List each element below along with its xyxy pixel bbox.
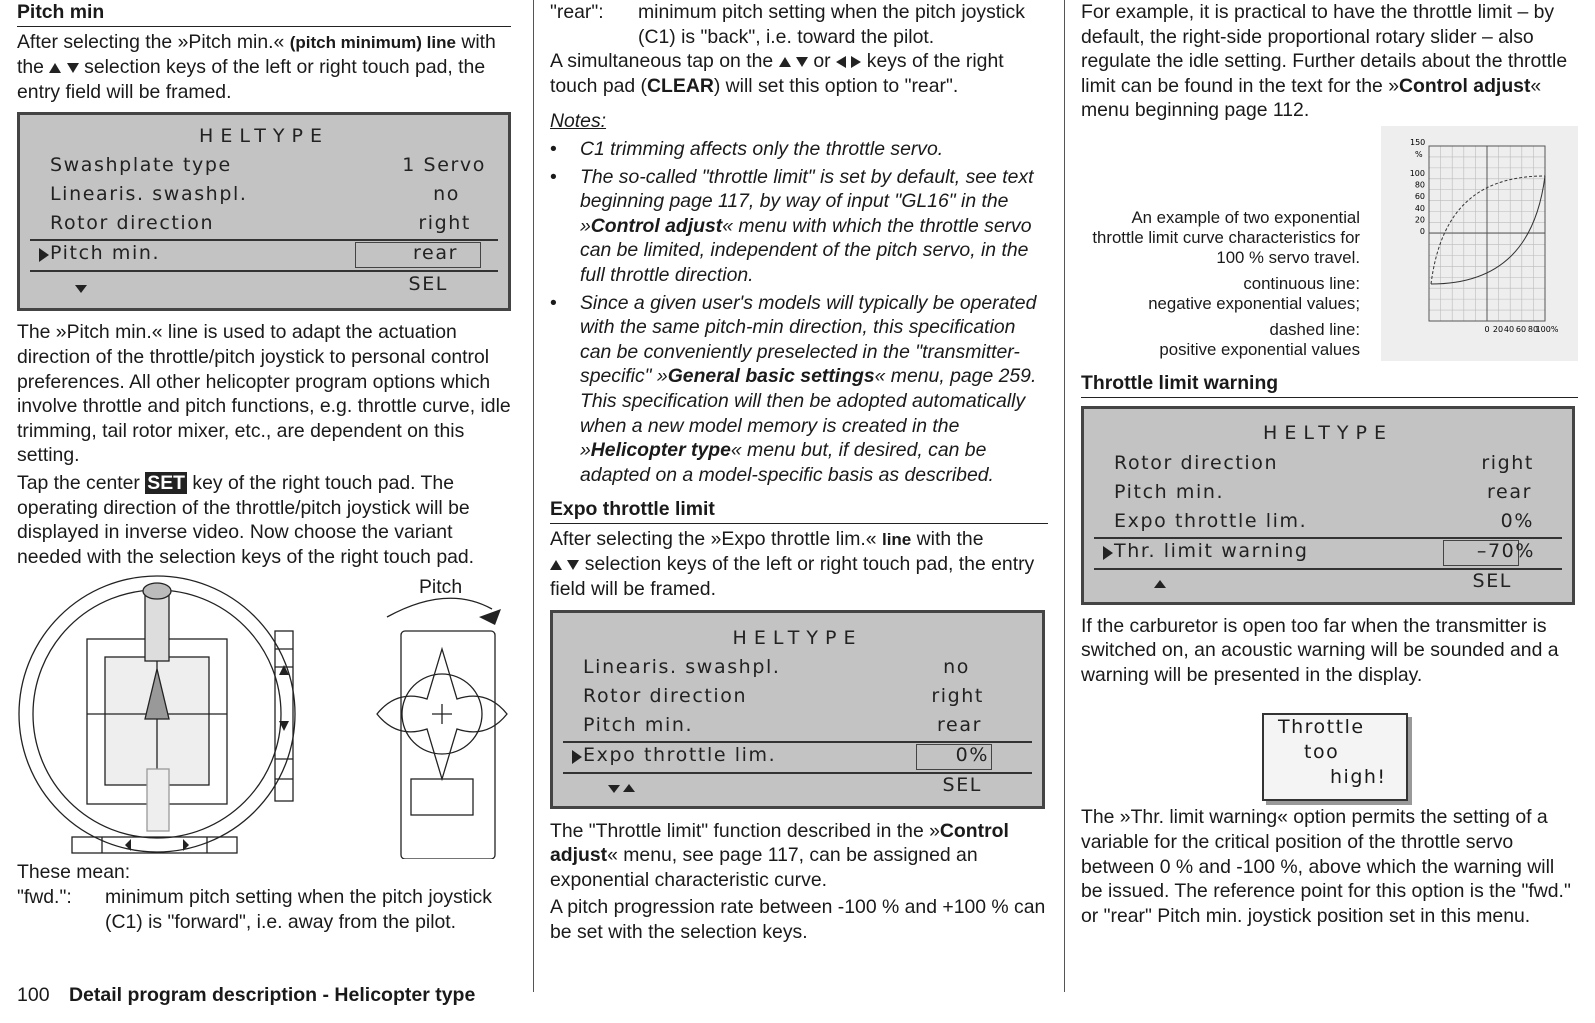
throttle-warning-popup: Throttle too high!: [1262, 713, 1408, 801]
footer-title: Detail program description - Helicopter type: [68, 984, 476, 1006]
note-item: • The so-called "throttle limit" is set by default, see text beginning page 117, by way of input "GL16" in the »Control adjust« menu with which the throttle servo can be limited, independent of the pitch servo, in the full throttle direction.: [550, 165, 1048, 288]
lcd-row: Linearis. swashpl. no: [583, 655, 970, 678]
up-arrow-icon: [1154, 580, 1166, 588]
section-heading-expo-throttle: Expo throttle limit: [550, 497, 1048, 524]
chart-x-tick-label: 40: [1503, 324, 1515, 334]
up-arrow-icon: [779, 57, 791, 67]
notes-title: Notes:: [550, 110, 607, 133]
page-number: 100: [17, 984, 50, 1006]
lcd-display-throttle-warning: [1081, 406, 1575, 605]
definition-list: [550, 0, 1048, 49]
lcd-row: Rotor direction right: [1114, 451, 1534, 474]
up-arrow-icon: [623, 784, 635, 792]
joystick-servo-figure: [17, 569, 511, 859]
column-1: [17, 0, 511, 934]
paragraph-expo-select: After selecting the »Expo throttle lim.« line with the selection keys of the left or right touch pad, the entry field will be framed.: [550, 527, 1035, 601]
lcd-sel-label: SEL: [942, 773, 982, 796]
paragraph-set-key: Tap the center SET key of the right touch pad. The operating direction of the throttle/pitch joystick will be displayed in inverse video. Now choose the variant needed with the selection keys of the right touch pad.: [17, 471, 475, 568]
column-2: [550, 0, 1048, 945]
paragraph-throttle-example: For example, it is practical to have the throttle limit – by default, the right-side proportional rotary slider – also regulate the idle setting. Further details about the throttle limit can be found in the text for the »Control adjust« menu beginning page 112.: [1081, 1, 1568, 122]
definition-rear: "rear": minimum pitch setting when the pitch joystick (C1) is "back", i.e. toward the pilot.: [550, 1, 1025, 48]
lcd-title: HELTYPE: [732, 626, 863, 649]
cursor-arrow-icon: [1103, 546, 1113, 560]
column-divider-2: [1064, 0, 1065, 992]
chart-x-tick-label: 80: [1527, 324, 1539, 334]
set-key-label: SET: [147, 471, 185, 494]
chart-x-tick-label: 20: [1492, 324, 1504, 334]
chart-y-tick-label: 0: [1419, 226, 1425, 236]
left-arrow-icon: [836, 56, 846, 68]
paragraph-progression-rate: A pitch progression rate between -100 % and +100 % can be set with the selection keys.: [550, 896, 1046, 944]
chart-x-tick-label: 60: [1515, 324, 1527, 334]
lcd-sel-label: SEL: [1472, 569, 1512, 592]
lcd-title: HELTYPE: [1263, 421, 1393, 444]
lcd-sel-label: SEL: [408, 273, 448, 296]
lcd-row: Linearis. swashpl. no: [50, 183, 460, 206]
down-arrow-icon: [67, 63, 79, 73]
lcd-display-expo-throttle: [550, 610, 1045, 809]
paragraph-clear-key: A simultaneous tap on the or keys of the right touch pad (CLEAR) will set this option to "rear".: [550, 50, 1004, 97]
down-arrow-icon: [796, 57, 808, 67]
up-arrow-icon: [49, 63, 61, 73]
chart-y-tick-label: 40: [1414, 203, 1425, 213]
chart-ymax-label: 150: [1410, 137, 1426, 147]
lcd-title: HELTYPE: [199, 125, 329, 148]
lcd-row-selected[interactable]: Expo throttle lim. 0%: [563, 741, 1032, 774]
lcd-row-selected[interactable]: Pitch min. rear: [30, 239, 498, 272]
paragraph-pitch-select: After selecting the »Pitch min.« (pitch minimum) line with the selection keys of the left or right touch pad, the entry field will be framed.: [17, 30, 496, 103]
section-heading-throttle-warning: Throttle limit warning: [1081, 371, 1578, 398]
paragraph-pitch-usage: The »Pitch min.« line is used to adapt the actuation direction of the throttle/pitch joystick to personal control preferences. All other helicopter program options which involve throttle and pitch functions, e.g. throttle curve, idle trimming, tail rotor mixer, etc., are dependent on this setting.: [17, 321, 511, 467]
definition-list: [17, 885, 511, 934]
paragraph-throttle-limit: The "Throttle limit" function described in the »Control adjust« menu, see page 117, can be assigned an exponential characteristic curve.: [550, 819, 1009, 891]
pitch-figure-label: Pitch: [419, 576, 463, 599]
chart-x-tick-label: 100%: [1535, 324, 1559, 334]
down-arrow-icon: [75, 285, 87, 293]
definition-fwd: "fwd.": minimum pitch setting when the pitch joystick (C1) is "forward", i.e. away from the pilot.: [17, 885, 492, 933]
down-arrow-icon: [567, 560, 579, 570]
note-item: • C1 trimming affects only the throttle servo.: [550, 137, 1048, 162]
joystick-illustration: [17, 569, 511, 859]
lcd-row: Pitch min. rear: [1114, 480, 1532, 503]
these-mean-label: These mean:: [17, 861, 131, 884]
expo-curve-chart: [1381, 126, 1578, 361]
lcd-row: Expo throttle lim. 0%: [1114, 509, 1534, 532]
right-arrow-icon: [851, 56, 861, 68]
down-arrow-icon: [608, 785, 620, 793]
chart-y-tick-label: 100: [1409, 168, 1425, 178]
note-item: • Since a given user's models will typically be operated with the same pitch-min direction, this specification can be conveniently preselected in the "transmitter-specific" »General basic settings« menu, page 259. This specification will then be adopted automatically when a new model memory is created in the »Helicopter type« menu but, if desired, can be adapted on a model-specific basis as described.: [550, 291, 1048, 488]
dashed-curve: [1431, 176, 1545, 284]
page-footer: [17, 984, 475, 1007]
notes-list: [550, 137, 1048, 487]
paragraph-warning-option: The »Thr. limit warning« option permits the setting of a variable for the critical position of the throttle servo between 0 % and -100 %, above which the warning will be issued. The reference point for this option is the "fwd." or "rear" Pitch min. joystick position set in this menu.: [1081, 806, 1571, 927]
lcd-row: Rotor direction right: [50, 212, 471, 235]
solid-curve: [1431, 176, 1545, 284]
chart-yunit-label: %: [1415, 149, 1423, 159]
figure-caption: An example of two exponential throttle limit curve characteristics for 100 % servo travel. continuous line: negative exponential values; dashed line: positive exponential values: [1092, 207, 1360, 359]
lcd-display-pitch-min: [17, 112, 511, 311]
paragraph-carburetor-warning: If the carburetor is open too far when the transmitter is switched on, an acoustic warning will be sounded and a warning will be presented in the display.: [1081, 614, 1559, 686]
up-arrow-icon: [550, 560, 562, 570]
chart-y-tick-label: 80: [1414, 180, 1425, 190]
expo-curve-figure: [1081, 126, 1578, 366]
lcd-row: Swashplate type 1 Servo: [50, 154, 486, 177]
chart-y-tick-label: 60: [1414, 192, 1425, 202]
column-divider-1: [533, 0, 534, 992]
cursor-arrow-icon: [572, 750, 582, 764]
chart-x-tick-label: 0: [1484, 324, 1490, 334]
lcd-row: Rotor direction right: [583, 684, 984, 707]
cursor-arrow-icon: [39, 248, 49, 262]
section-heading-pitch-min: Pitch min: [17, 0, 511, 27]
lcd-row-selected[interactable]: Thr. limit warning –70%: [1094, 537, 1562, 570]
chart-y-tick-label: 20: [1414, 215, 1425, 225]
lcd-row: Pitch min. rear: [583, 713, 982, 736]
